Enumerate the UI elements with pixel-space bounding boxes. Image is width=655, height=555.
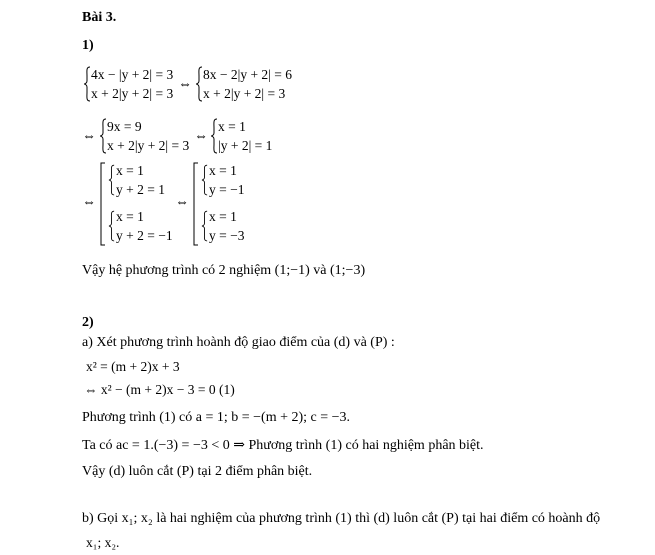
- equivalence-arrow: ⇔: [175, 195, 189, 210]
- case-right-bracket: [193, 162, 199, 246]
- case-right-a2: y = −1: [209, 182, 245, 197]
- case-left-b-brace: [108, 208, 115, 244]
- part2b-line1: b) Gọi x₁; x₂ là hai nghiệm của phương trình (1) thì (d) luôn cắt (P) tại hai điểm có hoành độ: [82, 511, 601, 526]
- system1-eq1: 4x − |y + 2| = 3: [91, 67, 174, 82]
- system4-eq1: x = 1: [218, 119, 246, 134]
- system3-brace: [99, 118, 107, 154]
- case-right-a1: x = 1: [209, 163, 237, 178]
- case-right-b2: y = −3: [209, 228, 245, 243]
- equivalence-arrow: ⇔: [194, 129, 208, 144]
- system2-brace: [195, 66, 203, 102]
- case-left-a-brace: [108, 162, 115, 198]
- system4-brace: [210, 118, 218, 154]
- system1-eq2: x + 2|y + 2| = 3: [91, 86, 174, 101]
- part2a-intro: a) Xét phương trình hoành độ giao điểm của (d) và (P) :: [82, 335, 395, 350]
- part2b-line2: x₁; x₂.: [86, 535, 120, 550]
- system2-eq1: 8x − 2|y + 2| = 6: [203, 67, 292, 82]
- conclusion-part1: Vậy hệ phương trình có 2 nghiệm (1;−1) và (1;−3): [82, 263, 366, 278]
- system3-eq1: 9x = 9: [107, 119, 142, 134]
- conclusion-part2a: Vậy (d) luôn cắt (P) tại 2 điểm phân biệt.: [82, 464, 313, 479]
- equation-line1: x² = (m + 2)x + 3: [86, 359, 180, 374]
- case-right-b1: x = 1: [209, 209, 237, 224]
- system4-eq2: |y + 2| = 1: [218, 138, 273, 153]
- part1-label: 1): [82, 38, 94, 53]
- case-left-a1: x = 1: [116, 163, 144, 178]
- system1-brace: [83, 66, 91, 102]
- exercise-heading: Bài 3.: [82, 10, 117, 25]
- part2-label: 2): [82, 315, 94, 330]
- case-right-b-brace: [201, 208, 208, 244]
- equation-line2: ⇔ x² − (m + 2)x − 3 = 0 (1): [84, 382, 235, 397]
- case-right-a-brace: [201, 162, 208, 198]
- equivalence-arrow: ⇔: [82, 129, 96, 144]
- equivalence-arrow: ⇔: [82, 195, 96, 210]
- case-left-b2: y + 2 = −1: [116, 228, 173, 243]
- case-left-a2: y + 2 = 1: [116, 182, 165, 197]
- system3-eq2: x + 2|y + 2| = 3: [107, 138, 190, 153]
- coefficients-line: Phương trình (1) có a = 1; b = −(m + 2); c = −3.: [82, 410, 351, 425]
- discriminant-line: Ta có ac = 1.(−3) = −3 < 0 ⇒ Phương trình (1) có hai nghiệm phân biệt.: [82, 438, 484, 453]
- equivalence-arrow: ⇔: [178, 77, 192, 92]
- system2-eq2: x + 2|y + 2| = 3: [203, 86, 286, 101]
- case-left-b1: x = 1: [116, 209, 144, 224]
- case-left-bracket: [100, 162, 106, 246]
